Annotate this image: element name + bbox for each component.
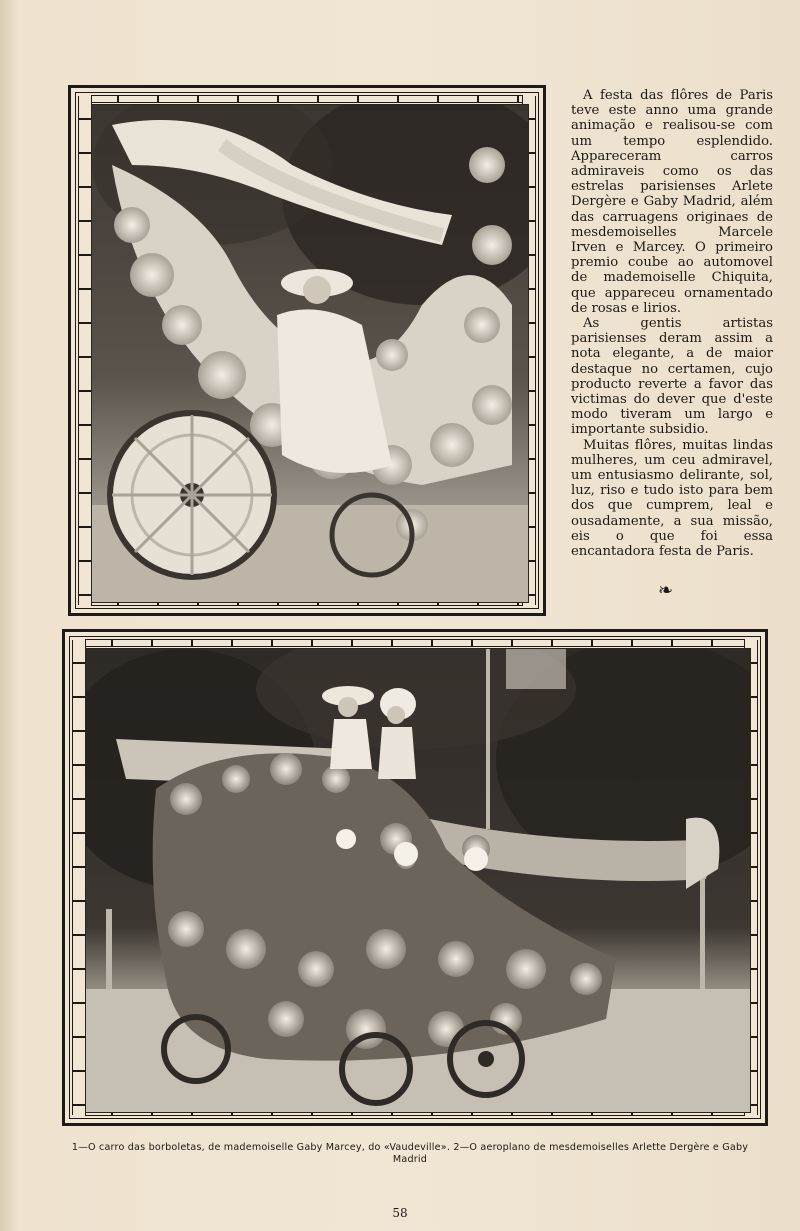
photo-aeroplane-car-image [86, 649, 750, 1112]
frame-ornament-left [72, 640, 86, 1115]
photo-aeroplane-car [85, 648, 751, 1113]
article-paragraph-3: Muitas flôres, muitas lindas mulheres, um ceu admiravel, um entusiasmo delirante, sol, luz, riso e tudo isto para bem dos que cumprem, leal e ousadamente, a sua missão, eis o que foi essa encantadora festa de Paris. [571, 437, 773, 560]
leaf-ornament-icon: ❧ [658, 580, 674, 601]
photo-caption: 1—O carro das borboletas, de mademoiselle Gaby Marcey, do «Vaudeville». 2—O aeroplano de mesdemoiselles Arlette Dergère e Gaby Madrid [71, 1142, 749, 1165]
photo-frame-aeroplane-car [62, 629, 768, 1126]
article-text [571, 88, 773, 559]
frame-ornament-left [78, 96, 92, 605]
article-paragraph-2: As gentis artistas parisienses deram assim a nota elegante, a de maior destaque no certamen, cujo producto reverte a favor das victimas do dever que d'este modo tiveram um largo e importante subsidio. [571, 316, 773, 438]
photo-butterfly-carriage-image [92, 105, 528, 602]
page-number: 58 [392, 1206, 408, 1220]
frame-ornament-top [85, 639, 745, 647]
article-paragraph-1: A festa das flôres de Paris teve este anno uma grande animação e realisou-se com um tempo esplendido. Appareceram carros admiraveis como os das estrelas parisienses Arlete Dergère e Gaby Madrid, além das carruagens originaes de mesdemoiselles Marcele Irven e Marcey. O primeiro premio coube ao automovel de mademoiselle Chiquita, que appareceu ornamentado de rosas e lirios. [571, 88, 773, 316]
photo-butterfly-carriage [91, 104, 529, 603]
frame-ornament-top [91, 95, 523, 103]
photo-frame-butterfly-carriage [68, 85, 546, 616]
